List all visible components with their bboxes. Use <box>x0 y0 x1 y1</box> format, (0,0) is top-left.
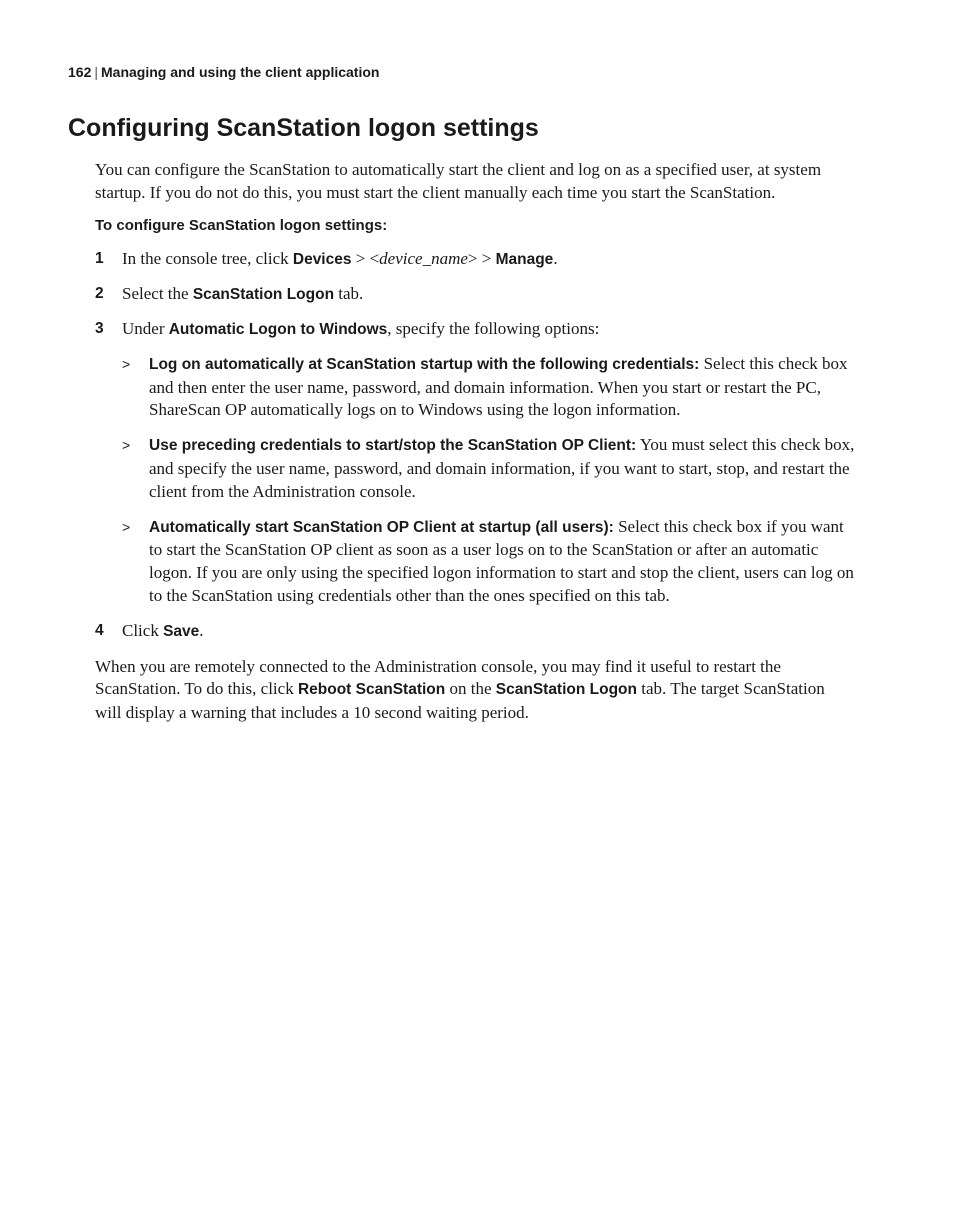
closing-text: on the <box>445 679 496 699</box>
step-text: > > <box>467 249 496 269</box>
step-3 <box>95 318 855 608</box>
option-label: Log on automatically at ScanStation startup with the following credentials: <box>149 355 700 373</box>
step-text: In the console tree, click <box>122 249 293 269</box>
option-description: Select this check box and then enter the user name, password, and domain information. When you start or restart the PC, ShareScan OP automatically logs on to Windows using the logon information. <box>149 353 848 420</box>
step-text: Under <box>122 318 169 338</box>
step-number: 4 <box>95 621 104 639</box>
option-item <box>122 516 855 608</box>
step-text: > < <box>351 249 380 269</box>
option-label: Automatically start ScanStation OP Client at startup (all users): <box>149 518 614 536</box>
procedure-title: To configure ScanStation logon settings: <box>95 216 388 234</box>
step-number: 1 <box>95 250 104 268</box>
step-2 <box>95 283 855 307</box>
step-text: tab. <box>334 284 364 304</box>
running-header <box>68 64 379 80</box>
ui-label-scanstation-logon: ScanStation Logon <box>495 681 637 699</box>
closing-paragraph <box>95 656 855 725</box>
bullet-arrow-icon: > <box>122 355 131 372</box>
option-description: You must select this check box, and specify the user name, password, and domain information, if you want to start, stop, and restart the client from the Administration console. <box>149 435 855 501</box>
bullet-arrow-icon: > <box>122 518 131 535</box>
closing-text: tab. The target ScanStation will display a warning that includes a 10 second waiting period. <box>95 679 825 723</box>
step-number: 3 <box>95 319 104 337</box>
step-4 <box>95 620 855 644</box>
step-text: Select the <box>122 284 193 304</box>
main-content <box>95 159 855 735</box>
intro-paragraph: You can configure the ScanStation to automatically start the client and log on as a specified user, at system startup. If you do not do this, you must start the client manually each time you start the ScanStation. <box>95 160 822 202</box>
ui-label-manage: Manage <box>495 251 554 269</box>
step-text: . <box>199 620 204 640</box>
page-number: 162 <box>68 64 92 80</box>
option-description: Select this check box if you want to start the ScanStation OP client as soon as a user logs on to the ScanStation or after an automatic logon. If you are only using the specified logon information to start and stop the client, users can log on to the ScanStation using credentials other than the ones specified on this tab. <box>149 516 854 605</box>
option-item <box>122 434 855 503</box>
closing-text: When you are remotely connected to the Administration console, you may find it useful to restart the ScanStation. To do this, click <box>95 656 781 699</box>
bullet-arrow-icon: > <box>122 437 131 454</box>
section-title: Managing and using the client application <box>101 64 380 80</box>
option-label: Use preceding credentials to start/stop the ScanStation OP Client: <box>149 437 637 455</box>
step-text: Click <box>122 620 164 640</box>
page-title: Configuring ScanStation logon settings <box>68 114 539 142</box>
step-text: , specify the following options: <box>387 318 600 338</box>
ui-label-automatic-logon: Automatic Logon to Windows <box>168 320 388 338</box>
step-text: . <box>553 249 558 269</box>
header-separator: | <box>94 64 98 80</box>
option-list <box>122 353 855 608</box>
ui-label-save: Save <box>163 622 200 640</box>
ui-label-scanstation-logon: ScanStation Logon <box>192 286 335 304</box>
device-name-placeholder: device_name <box>379 249 468 269</box>
ui-label-reboot-scanstation: Reboot ScanStation <box>297 681 446 699</box>
step-1 <box>95 248 855 272</box>
ui-label-devices: Devices <box>292 251 352 269</box>
step-number: 2 <box>95 285 104 303</box>
option-item <box>122 353 855 422</box>
